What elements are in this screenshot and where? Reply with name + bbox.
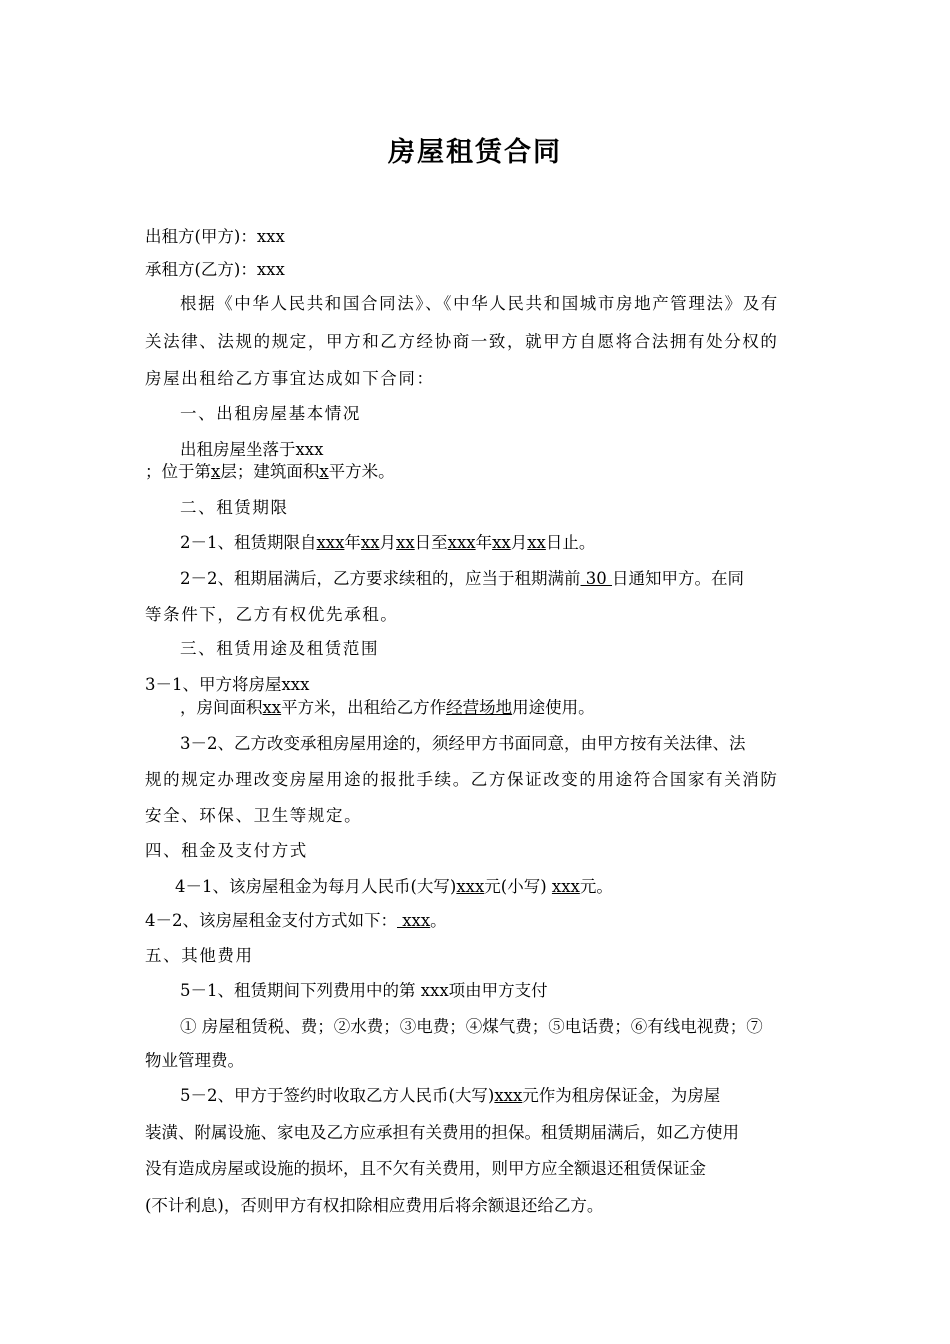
section-1-heading: 一、出租房屋基本情况 bbox=[180, 404, 361, 423]
deposit-line-2: 装潢、附属设施、家电及乙方应承担有关费用的担保。租赁期届满后，如乙方使用 bbox=[145, 1123, 739, 1142]
text: 日止。 bbox=[545, 533, 596, 552]
location-line: 出租房屋坐落于xxx bbox=[180, 440, 324, 459]
area-value: x bbox=[319, 462, 329, 481]
renewal-line-2: 等条件下，乙方有权优先承租。 bbox=[145, 605, 399, 624]
end-day: xx bbox=[527, 533, 546, 552]
fee-items-line-2: 物业管理费。 bbox=[145, 1051, 244, 1070]
term-line bbox=[180, 532, 595, 554]
deposit-amount: xxx bbox=[494, 1086, 523, 1105]
section-4-heading: 四、租金及支付方式 bbox=[145, 841, 308, 860]
text: 元(小写) bbox=[484, 877, 552, 896]
rent-line bbox=[175, 876, 613, 898]
lessee-line: 承租方(乙方)：xxx bbox=[145, 260, 285, 279]
text: 2－1、租赁期限自 bbox=[180, 533, 317, 552]
start-year: xxx bbox=[316, 533, 345, 552]
section-2-heading: 二、租赁期限 bbox=[180, 498, 289, 517]
text: 年 bbox=[344, 533, 361, 552]
rent-figures: xxx bbox=[551, 877, 580, 896]
deposit-line-4: (不计利息)，否则甲方有权扣除相应费用后将余额退还给乙方。 bbox=[145, 1196, 604, 1215]
page-title: 房屋租赁合同 bbox=[388, 137, 562, 168]
text: 日至 bbox=[414, 533, 448, 552]
rent-words: xxx bbox=[456, 877, 485, 896]
usage-value: 经营场地 bbox=[446, 698, 513, 717]
text: ，房间面积 bbox=[180, 698, 263, 717]
floor-area-line bbox=[145, 461, 395, 483]
start-day: xx bbox=[396, 533, 415, 552]
text: 5－2、甲方于签约时收取乙方人民币(大写) bbox=[180, 1086, 495, 1105]
floor-value: x bbox=[211, 462, 221, 481]
text: 2－2、租期届满后，乙方要求续租的，应当于租期满前 bbox=[180, 569, 581, 588]
text: 层；建筑面积 bbox=[220, 462, 320, 481]
deposit-line-1 bbox=[180, 1085, 720, 1107]
text: 元。 bbox=[579, 877, 613, 896]
text: 月 bbox=[379, 533, 397, 552]
fee-items-line-1: ① 房屋租赁税、费；②水费；③电费；④煤气费；⑤电话费；⑥有线电视费；⑦ bbox=[180, 1017, 763, 1036]
text: 4－1、该房屋租金为每月人民币(大写) bbox=[175, 877, 457, 896]
payment-method: xxx bbox=[397, 911, 431, 930]
usage-line-1: 3－1、甲方将房屋xxx bbox=[145, 675, 310, 694]
usage-change-line-1: 3－2、乙方改变承租房屋用途的，须经甲方书面同意，由甲方按有关法律、法 bbox=[180, 734, 746, 753]
payment-line bbox=[145, 910, 447, 932]
text: 日通知甲方。在同 bbox=[612, 569, 744, 588]
usage-line-2 bbox=[180, 697, 595, 719]
text: 元作为租房保证金，为房屋 bbox=[522, 1086, 721, 1105]
intro-line-1: 根据《中华人民共和国合同法》、《中华人民共和国城市房地产管理法》及有 bbox=[180, 294, 779, 313]
renewal-line-1 bbox=[180, 568, 744, 590]
deposit-line-3: 没有造成房屋或设施的损坏，且不欠有关费用，则甲方应全额退还租赁保证金 bbox=[145, 1159, 706, 1178]
text: 用途使用。 bbox=[512, 698, 595, 717]
section-3-heading: 三、租赁用途及租赁范围 bbox=[180, 639, 380, 658]
end-year: xxx bbox=[447, 533, 476, 552]
notice-days: 30 bbox=[580, 569, 612, 588]
text: 月 bbox=[510, 533, 528, 552]
text: ；位于第 bbox=[145, 462, 211, 481]
text: 年 bbox=[475, 533, 493, 552]
usage-change-line-2: 规的规定办理改变房屋用途的报批手续。乙方保证改变的用途符合国家有关消防 bbox=[145, 770, 779, 789]
text: 平方米。 bbox=[328, 462, 395, 481]
text: 。 bbox=[430, 911, 447, 930]
text: 4－2、该房屋租金支付方式如下： bbox=[145, 911, 397, 930]
room-area-value: xx bbox=[262, 698, 282, 717]
end-month: xx bbox=[492, 533, 511, 552]
section-5-heading: 五、其他费用 bbox=[145, 946, 254, 965]
start-month: xx bbox=[360, 533, 380, 552]
intro-line-2: 关法律、法规的规定，甲方和乙方经协商一致，就甲方自愿将合法拥有处分权的 bbox=[145, 332, 779, 351]
text: 平方米，出租给乙方作 bbox=[281, 698, 447, 717]
usage-change-line-3: 安全、环保、卫生等规定。 bbox=[145, 806, 363, 825]
lessor-line: 出租方(甲方)：xxx bbox=[145, 227, 285, 246]
fees-line: 5－1、租赁期间下列费用中的第 xxx项由甲方支付 bbox=[180, 981, 548, 1000]
intro-line-3: 房屋出租给乙方事宜达成如下合同： bbox=[145, 369, 435, 388]
